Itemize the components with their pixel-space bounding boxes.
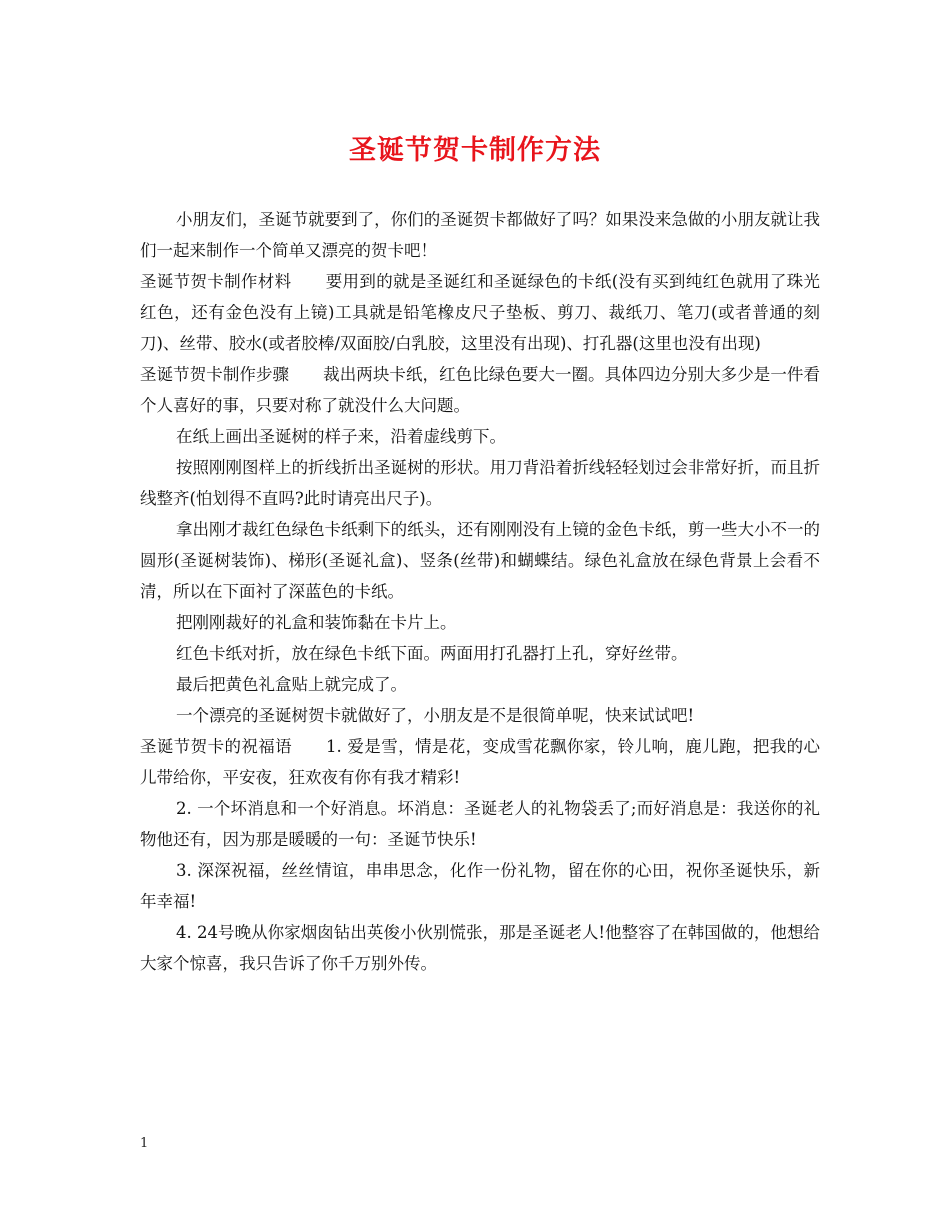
blessings-paragraph <box>140 731 820 793</box>
blessing-paragraph <box>140 917 820 979</box>
step-paragraph <box>140 452 820 514</box>
paragraph-text: 在纸上画出圣诞树的样子来，沿着虚线剪下。 <box>176 427 506 446</box>
paragraph-text: 3. 深深祝福，丝丝情谊，串串思念，化作一份礼物，留在你的心田，祝你圣诞快乐，新年幸福! <box>140 861 820 911</box>
paragraph-text: 2. 一个坏消息和一个好消息。坏消息：圣诞老人的礼物袋丢了;而好消息是：我送你的礼物他还有，因为那是暖暖的一句：圣诞节快乐! <box>140 799 820 849</box>
section-heading: 圣诞节贺卡的祝福语 <box>140 737 293 756</box>
paragraph-text: 红色卡纸对折，放在绿色卡纸下面。两面用打孔器打上孔，穿好丝带。 <box>176 644 688 663</box>
paragraph-text: 拿出刚才裁红色绿色卡纸剩下的纸头，还有刚刚没有上镜的金色卡纸，剪一些大小不一的圆形(圣诞树装饰)、梯形(圣诞礼盒)、竖条(丝带)和蝴蝶结。绿色礼盒放在绿色背景上会看不清，所以在下面衬了深蓝色的卡纸。 <box>140 520 820 601</box>
step-paragraph <box>140 669 820 700</box>
document-body <box>140 204 820 979</box>
step-paragraph <box>140 638 820 669</box>
blessing-paragraph <box>140 793 820 855</box>
paragraph-text: 小朋友们，圣诞节就要到了，你们的圣诞贺卡都做好了吗？如果没来急做的小朋友就让我们一起来制作一个简单又漂亮的贺卡吧！ <box>140 210 820 260</box>
paragraph-text: 最后把黄色礼盒贴上就完成了。 <box>176 675 407 694</box>
step-paragraph <box>140 607 820 638</box>
paragraph-text: 按照刚刚图样上的折线折出圣诞树的形状。用刀背沿着折线轻轻划过会非常好折，而且折线整齐(怕划得不直吗?此时请亮出尺子)。 <box>140 458 820 508</box>
section-heading: 圣诞节贺卡制作材料 <box>140 272 292 291</box>
intro-paragraph <box>140 204 820 266</box>
paragraph-text: 要用到的就是圣诞红和圣诞绿色的卡纸(没有买到纯红色就用了珠光红色，还有金色没有上镜)工具就是铅笔橡皮尺子垫板、剪刀、裁纸刀、笔刀(或者普通的刻刀)、丝带、胶水(或者胶棒/双面胶/白乳胶，这里没有出现)、打孔器(这里也没有出现) <box>140 272 821 353</box>
section-heading: 圣诞节贺卡制作步骤 <box>140 365 290 384</box>
blessing-paragraph <box>140 855 820 917</box>
paragraph-text: 4. 24号晚从你家烟囱钻出英俊小伙别慌张，那是圣诞老人!他整容了在韩国做的，他想给大家个惊喜，我只告诉了你千万别外传。 <box>140 923 820 973</box>
document-title: 圣诞节贺卡制作方法 <box>349 135 601 166</box>
paragraph-text: 一个漂亮的圣诞树贺卡就做好了，小朋友是不是很简单呢，快来试试吧! <box>176 706 695 725</box>
step-paragraph <box>140 514 820 607</box>
steps-paragraph <box>140 359 820 421</box>
step-paragraph <box>140 700 820 731</box>
page-number: 1 <box>140 1136 149 1151</box>
step-paragraph <box>140 421 820 452</box>
paragraph-text: 裁出两块卡纸，红色比绿色要大一圈。具体四边分别大多少是一件看个人喜好的事，只要对称了就没什么大问题。 <box>140 365 821 415</box>
materials-paragraph <box>140 266 820 359</box>
paragraph-text: 1. 爱是雪，情是花，变成雪花飘你家，铃儿响，鹿儿跑，把我的心儿带给你，平安夜，狂欢夜有你有我才精彩! <box>140 737 820 787</box>
paragraph-text: 把刚刚裁好的礼盒和装饰黏在卡片上。 <box>176 613 457 632</box>
